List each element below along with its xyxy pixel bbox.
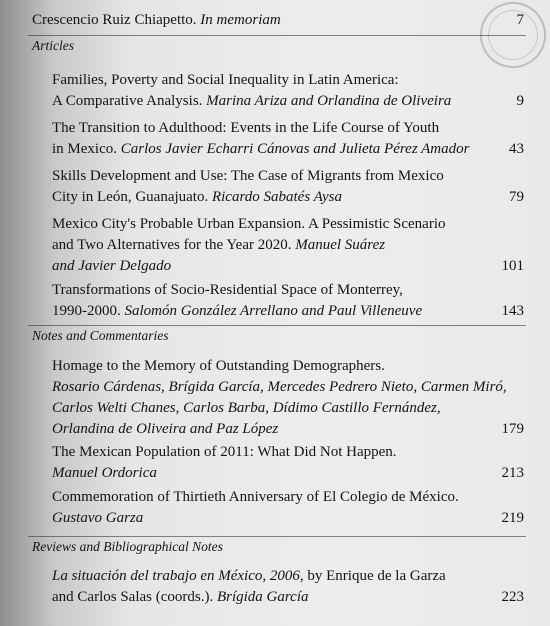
divider — [28, 35, 526, 36]
entry-title-line: Homage to the Memory of Outstanding Demographers. — [52, 358, 385, 374]
memoriam-page: 7 — [516, 12, 524, 28]
entry-title-line: 1990-2000. — [52, 303, 121, 319]
entry-authors: Marina Ariza and Orlandina de Oliveira — [206, 93, 452, 109]
entry-authors: Ricardo Sabatés Aysa — [211, 189, 342, 205]
memoriam-author: Crescencio Ruiz Chiapetto. — [32, 12, 197, 28]
entry-page: 213 — [501, 465, 524, 481]
entry-title-line: The Mexican Population of 2011: What Did Not Happen. — [52, 444, 397, 460]
section-reviews: Reviews and Bibliographical Notes — [32, 539, 223, 554]
entry-authors-line: Rosario Cárdenas, Brígida García, Mercedes Pedrero Nieto, Carmen Miró, — [52, 379, 507, 395]
entry-title-line: Families, Poverty and Social Inequality in Latin America: — [52, 72, 399, 88]
entry-page: 43 — [509, 141, 524, 157]
entry-title-line: and Carlos Salas (coords.). — [52, 589, 214, 605]
entry-page: 143 — [501, 303, 524, 319]
toc-entry-note-1[interactable] — [52, 356, 524, 440]
toc-entry-note-2[interactable] — [52, 442, 524, 484]
toc-entry-article-4[interactable] — [52, 214, 524, 277]
entry-title-line: Mexico City's Probable Urban Expansion. A Pessimistic Scenario — [52, 216, 446, 232]
review-book-title: La situación del trabajo en México, 2006, — [52, 568, 304, 584]
toc-entry-article-1[interactable] — [52, 70, 524, 112]
entry-authors-line: Orlandina de Oliveira and Paz López — [52, 421, 279, 437]
entry-page: 223 — [501, 589, 524, 605]
section-articles: Articles — [32, 38, 74, 53]
entry-authors: Carlos Javier Echarri Cánovas and Julieta Pérez Amador — [120, 141, 470, 157]
memoriam-entry[interactable] — [32, 9, 524, 31]
toc-entry-article-3[interactable] — [52, 166, 524, 208]
toc-entry-review-1[interactable] — [52, 566, 524, 608]
entry-title-line: in Mexico. — [52, 141, 117, 157]
entry-authors-line: and Javier Delgado — [52, 258, 172, 274]
entry-authors: Manuel Suárez — [295, 237, 386, 253]
toc-entry-note-3[interactable] — [52, 487, 524, 529]
entry-title-line: Skills Development and Use: The Case of Migrants from Mexico — [52, 168, 444, 184]
entry-title-line: Transformations of Socio-Residential Space of Monterrey, — [52, 282, 403, 298]
entry-title-line: Commemoration of Thirtieth Anniversary of El Colegio de México. — [52, 489, 459, 505]
entry-page: 101 — [501, 258, 524, 274]
entry-page: 179 — [501, 421, 524, 437]
entry-title-line: The Transition to Adulthood: Events in the Life Course of Youth — [52, 120, 440, 136]
toc-entry-article-2[interactable] — [52, 118, 524, 160]
divider — [28, 325, 526, 326]
memoriam-title: In memoriam — [200, 12, 281, 28]
entry-authors-line: Manuel Ordorica — [52, 465, 157, 481]
entry-title-line: A Comparative Analysis. — [52, 93, 203, 109]
review-editors: by Enrique de la Garza — [303, 568, 446, 584]
entry-page: 9 — [516, 93, 524, 109]
entry-authors: Salomón González Arrellano and Paul Villeneuve — [124, 303, 423, 319]
entry-authors-line: Carlos Welti Chanes, Carlos Barba, Dídimo Castillo Fernández, — [52, 400, 441, 416]
entry-title-line: and Two Alternatives for the Year 2020. — [52, 237, 292, 253]
section-notes: Notes and Commentaries — [32, 328, 169, 343]
entry-authors-line: Gustavo Garza — [52, 510, 144, 526]
divider — [28, 536, 526, 537]
entry-title-line — [52, 566, 524, 587]
entry-title-line: City in León, Guanajuato. — [52, 189, 209, 205]
entry-page: 219 — [501, 510, 524, 526]
entry-authors: Brígida García — [216, 589, 309, 605]
entry-page: 79 — [509, 189, 524, 205]
toc-entry-article-5[interactable] — [52, 280, 524, 322]
